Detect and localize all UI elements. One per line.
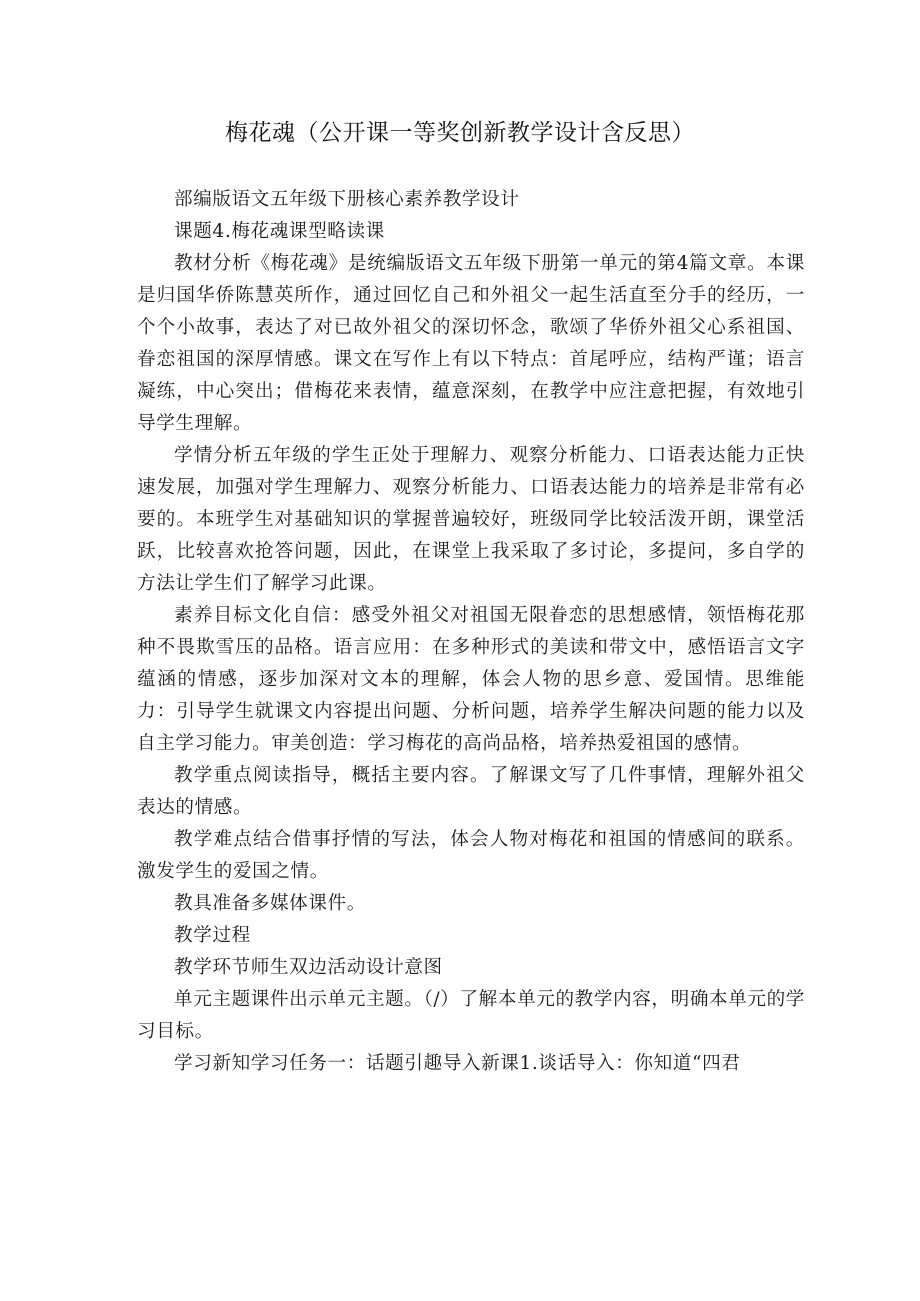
paragraph-lesson-type: 课题4.梅花魂课型略读课 [174, 221, 385, 242]
paragraph-key-points: 教学重点阅读指导，概括主要内容。了解课文写了几件事情，理解外祖父表达的情感。 [137, 765, 805, 818]
document-body [137, 184, 805, 1080]
paragraph-literacy-goals: 素养目标文化自信：感受外祖父对祖国无限眷恋的思想感情，领悟梅花那种不畏欺雪压的品格。语言应用：在多种形式的美读和带文中，感悟语言文字蕴涵的情感，逐步加深对文本的理解，体会人物的思乡意、爱国情。思维能力：引导学生就课文内容提出问题、分析问题，培养学生解决问题的能力以及自主学习能力。审美创造：学习梅花的高尚品格，培养热爱祖国的感情。 [137, 605, 805, 754]
paragraph-teaching-process: 教学过程 [174, 925, 251, 946]
paragraph-unit-theme: 单元主题课件出示单元主题。（/）了解本单元的教学内容，明确本单元的学习目标。 [137, 989, 805, 1042]
paragraph-edition: 部编版语文五年级下册核心素养教学设计 [174, 189, 520, 210]
paragraph-textbook-analysis: 教材分析《梅花魂》是统编版语文五年级下册第一单元的第4篇文章。本课是归国华侨陈慧英所作，通过回忆自己和外祖父一起生活直至分手的经历，一个个小故事，表达了对已故外祖父的深切怀念，歌颂了华侨外祖父心系祖国、眷恋祖国的深厚情感。课文在写作上有以下特点：首尾呼应，结构严谨；语言凝练，中心突出；借梅花来表情，蕴意深刻，在教学中应注意把握，有效地引导学生理解。 [137, 253, 805, 434]
paragraph-teaching-aids: 教具准备多媒体课件。 [174, 893, 366, 914]
document-title: 梅花魂（公开课一等奖创新教学设计含反思） [225, 120, 695, 146]
paragraph-student-analysis: 学情分析五年级的学生正处于理解力、观察分析能力、口语表达能力正快速发展，加强对学生理解力、观察分析能力、口语表达能力的培养是非常有必要的。本班学生对基础知识的掌握普遍较好，班级同学比较活泼开朗，课堂活跃，比较喜欢抢答问题，因此，在课堂上我采取了多讨论，多提问，多自学的方法让学生们了解学习此课。 [137, 445, 805, 594]
paragraph-difficulties: 教学难点结合借事抒情的写法，体会人物对梅花和祖国的情感间的联系。激发学生的爱国之情。 [137, 829, 805, 882]
paragraph-new-knowledge: 学习新知学习任务一：话题引趣导入新课1.谈话导入：你知道“四君 [174, 1053, 741, 1074]
paragraph-process-header: 教学环节师生双边活动设计意图 [174, 957, 443, 978]
